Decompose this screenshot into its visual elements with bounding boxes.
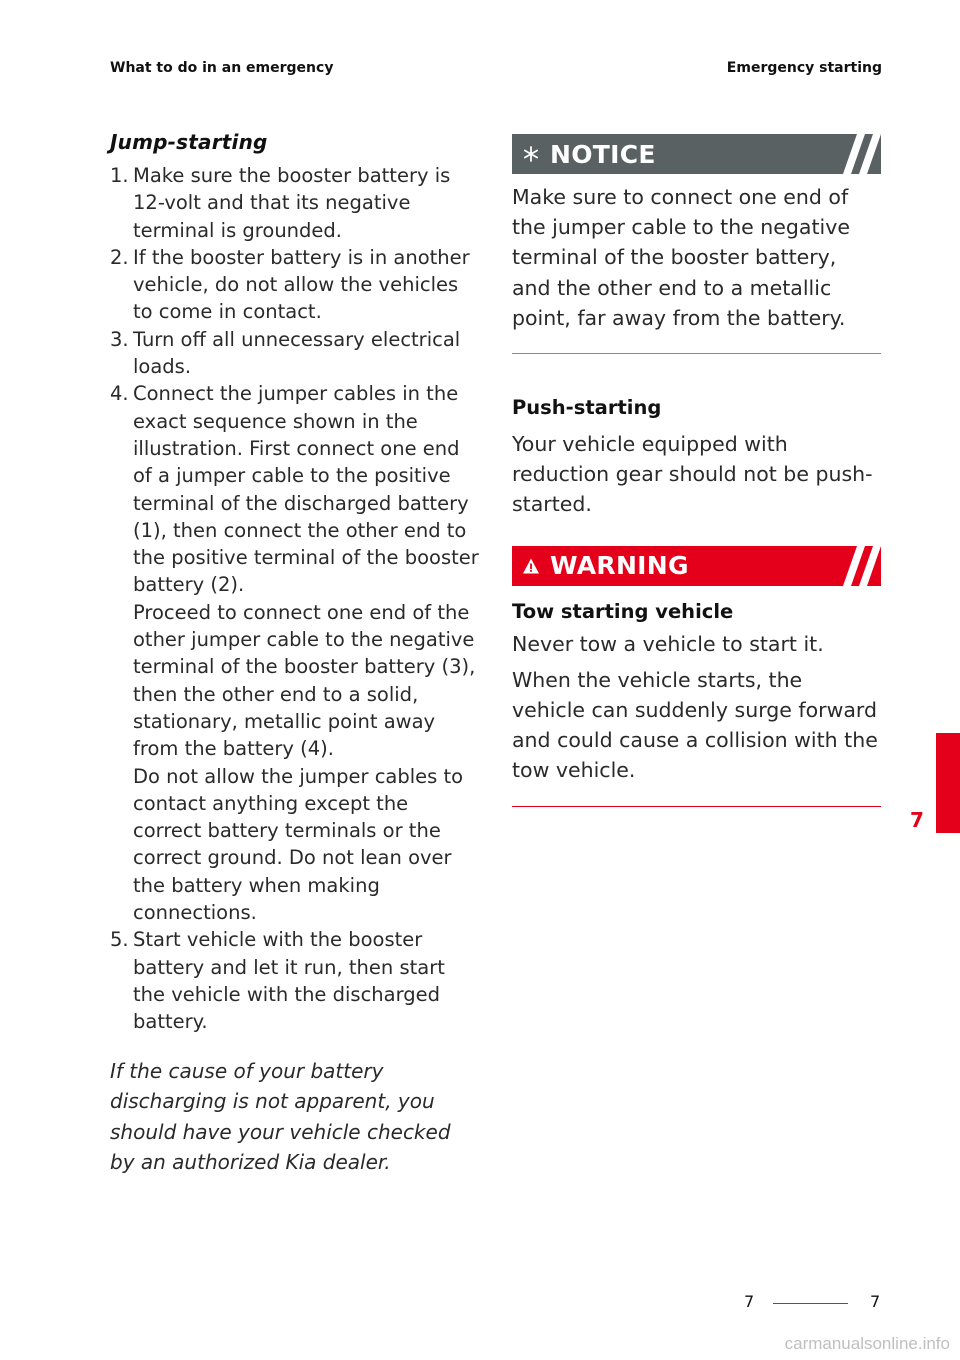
push-starting-text: Your vehicle equipped with reduction gear should not be push-started. xyxy=(512,432,873,517)
jump-starting-section xyxy=(110,130,480,1178)
battery-discharge-note: If the cause of your battery discharging is not apparent, you should have your vehicle checked by an authorized Kia dealer. xyxy=(110,1058,451,1174)
chapter-number: 7 xyxy=(910,808,924,832)
jump-starting-title: Jump-starting xyxy=(110,130,268,154)
step-number: 5. xyxy=(110,928,129,952)
warning-text-1: Never tow a vehicle to start it. xyxy=(512,631,824,656)
warning-label: WARNING xyxy=(550,551,689,581)
running-header-right: Emergency starting xyxy=(726,60,882,76)
step-item xyxy=(110,380,480,926)
step-text: Turn off all unnecessary electrical loads. xyxy=(133,327,461,379)
right-column xyxy=(512,134,881,807)
notice-divider xyxy=(512,353,881,354)
step-text: If the booster battery is in another vehicle, do not allow the vehicles to come in contact. xyxy=(133,245,470,324)
notice-label: NOTICE xyxy=(550,139,656,169)
warning-text-2: When the vehicle starts, the vehicle can suddenly surge forward and could cause a collision with the tow vehicle. xyxy=(512,667,878,783)
running-header-left: What to do in an emergency xyxy=(110,60,334,76)
notice-banner xyxy=(512,134,881,174)
notice-text: Make sure to connect one end of the jumper cable to the negative terminal of the booster battery, and the other end to a metallic point, far away from the battery. xyxy=(512,185,850,330)
step-number: 4. xyxy=(110,382,129,406)
warning-divider xyxy=(512,806,881,807)
footer-chapter-number: 7 xyxy=(744,1292,755,1311)
steps-list xyxy=(110,162,480,1036)
step-number: 3. xyxy=(110,327,129,351)
step-text: Make sure the booster battery is 12-volt and that its negative terminal is grounded. xyxy=(133,164,451,242)
footer-page-number: 7 xyxy=(870,1292,881,1311)
asterisk-icon xyxy=(512,144,550,164)
banner-stripes xyxy=(821,134,881,174)
watermark: carmanualsonline.info xyxy=(784,1334,950,1353)
step-text: Proceed to connect one end of the other jumper cable to the negative terminal of the booster battery (3), then the other end to a solid, stationary, metallic point away from the battery (4). xyxy=(133,600,476,761)
push-starting-title: Push-starting xyxy=(512,396,662,420)
banner-stripes xyxy=(821,546,881,586)
step-text: Connect the jumper cables in the exact sequence shown in the illustration. First connect one end of a jumper cable to the positive terminal of the discharged battery (1), then connect the other end to the positive terminal of the booster battery (2). xyxy=(133,382,479,597)
step-item xyxy=(110,244,480,326)
step-item xyxy=(110,926,480,1035)
step-text: Do not allow the jumper cables to contact anything except the correct battery terminals or the correct ground. Do not lean over the battery when making connections. xyxy=(133,764,464,925)
step-text: Start vehicle with the booster battery and let it run, then start the vehicle with the discharged battery. xyxy=(133,928,445,1034)
step-item xyxy=(110,162,480,244)
chapter-tab xyxy=(936,733,960,833)
warning-triangle-icon xyxy=(512,557,550,575)
step-number: 2. xyxy=(110,245,129,269)
step-item xyxy=(110,326,480,381)
step-number: 1. xyxy=(110,164,129,187)
footer-rule xyxy=(773,1303,848,1304)
warning-title: Tow starting vehicle xyxy=(512,599,734,623)
warning-banner xyxy=(512,546,881,586)
